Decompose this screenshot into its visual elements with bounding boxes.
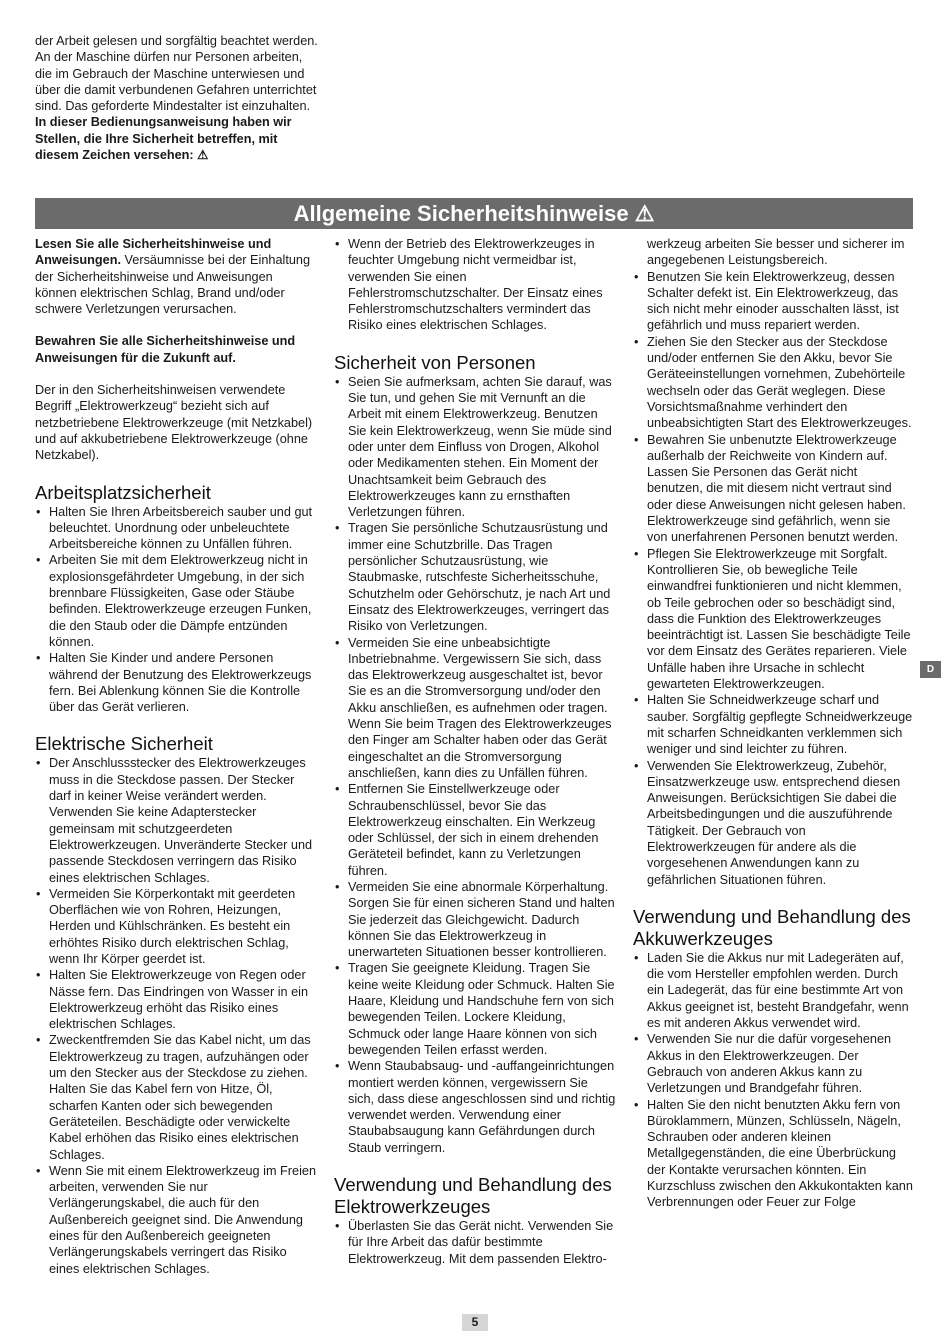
list-item: • Wenn der Betrieb des Elektrowerkzeuges in feuchter Umgebung nicht vermeidbar ist, verwenden Sie einen Fehlerstromschutzschalter. Der Einsatz eines Fehlerstromschutzschalters vermindert das Risiko eines elektrischen Schlages. bbox=[334, 236, 616, 334]
heading-personal-safety: Sicherheit von Personen bbox=[334, 351, 536, 373]
heading-tool-use: Verwendung und Behandlung des Elektrowerkzeuges bbox=[334, 1174, 612, 1218]
intro-warning-note: In dieser Bedienungsanweisung haben wir Stellen, die Ihre Sicherheit betreffen, mit diesem Zeichen versehen: ⚠ bbox=[35, 115, 292, 163]
tool-use-list-continued bbox=[633, 269, 914, 888]
list-item: • Entfernen Sie Einstellwerkzeuge oder Schraubenschlüssel, bevor Sie das Elektrowerkzeug einschalten. Ein Werkzeug oder Schlüssel, der sich in einem drehenden Geräteteil befindet, kann zu Verletzungen führen. bbox=[334, 781, 616, 879]
section-banner: Allgemeine Sicherheitshinweise ⚠ bbox=[35, 198, 913, 229]
language-tab: D bbox=[920, 661, 941, 678]
list-item: • Halten Sie den nicht benutzten Akku fern von Büroklammern, Münzen, Schlüsseln, Nägeln, Schrauben oder anderen kleinen Metallgegenständen, die eine Überbrückung der Kontakte verursachen könnten. Ein Kurzschluss zwischen den Akkukontakten kann Verbrennungen oder Feuer zur Folge bbox=[633, 1097, 914, 1211]
intro-block bbox=[35, 33, 320, 163]
column-2 bbox=[334, 236, 616, 1267]
list-item: • Laden Sie die Akkus nur mit Ladegeräten auf, die vom Hersteller empfohlen werden. Durch ein Ladegerät, das für eine bestimmte Art von Akkus geeignet ist, besteht Brandgefahr, wenn es mit anderen Akkus verwendet wird. bbox=[633, 950, 914, 1031]
list-item: • Ziehen Sie den Stecker aus der Steckdose und/oder entfernen Sie den Akku, bevor Sie Geräteeinstellungen vornehmen, Zubehörteile wechseln oder das Gerät weglegen. Diese Vorsichtsmaßnahme verhindert den unbeabsichtigten Start des Elektrowerkzeuges. bbox=[633, 334, 914, 432]
column-1 bbox=[35, 236, 316, 1277]
battery-list bbox=[633, 950, 914, 1211]
list-item: • Wenn Staubabsaug- und -auffangeinrichtungen montiert werden können, vergewissern Sie sich, dass diese angeschlossen sind und richtig verwendet werden. Verwendung einer Staubabsaugung kann Gefährdungen durch Staub verringern. bbox=[334, 1058, 616, 1156]
list-item: • Verwenden Sie nur die dafür vorgesehenen Akkus in den Elektrowerkzeugen. Der Gebrauch von anderen Akkus kann zu Verletzungen und Brandgefahr führen. bbox=[633, 1031, 914, 1096]
list-item: • Vermeiden Sie Körperkontakt mit geerdeten Oberflächen wie von Rohren, Heizungen, Herden und Kühlschränken. Es besteht ein erhöhtes Risiko durch elektrischen Schlag, wenn Ihr Körper geerdet ist. bbox=[35, 886, 316, 967]
list-item: • Halten Sie Elektrowerkzeuge von Regen oder Nässe fern. Das Eindringen von Wasser in ein Elektrowerkzeug erhöht das Risiko eines elektrischen Schlages. bbox=[35, 967, 316, 1032]
list-item: • Der Anschlussstecker des Elektrowerkzeuges muss in die Steckdose passen. Der Stecker darf in keiner Weise verändert werden. Verwenden Sie keine Adapterstecker gemeinsam mit schutzgeerdeten Elektrowerkzeugen. Unveränderte Stecker und passende Steckdosen verringern das Risiko eines elektrischen Schlages. bbox=[35, 755, 316, 885]
keep-instructions: Bewahren Sie alle Sicherheitshinweise und Anweisungen für die Zukunft auf. bbox=[35, 334, 296, 365]
list-item: • Bewahren Sie unbenutzte Elektrowerkzeuge außerhalb der Reichweite von Kindern auf. Lassen Sie Personen das Gerät nicht benutzen, die mit diesem nicht vertraut sind oder diese Anweisungen nicht gelesen haben. Elektrowerkzeuge sind gefährlich, wenn sie von unerfahrenen Personen benutzt werden. bbox=[633, 432, 914, 546]
heading-battery-tool-use: Verwendung und Behandlung des Akkuwerkzeuges bbox=[633, 905, 911, 949]
list-item: • Seien Sie aufmerksam, achten Sie darauf, was Sie tun, und gehen Sie mit Vernunft an die Arbeit mit einem Elektrowerkzeug. Benutzen Sie kein Elektrowerkzeug, wenn Sie müde sind oder unter dem Einfluss von Drogen, Alkohol oder Medikamenten stehen. Ein Moment der Unachtsamkeit beim Gebrauch des Elektrowerkzeuges kann zu ernsthaften Verletzungen führen. bbox=[334, 374, 616, 521]
lead-rest: Versäumnisse bei der Einhaltung der Sicherheitshinweise und Anweisungen können elektrischen Schlag, Brand und/oder schwere Verletzungen verursachen. bbox=[35, 253, 311, 317]
list-item: • Zweckentfremden Sie das Kabel nicht, um das Elektrowerkzeug zu tragen, aufzuhängen oder um den Stecker aus der Steckdose zu ziehen. Halten Sie das Kabel fern von Hitze, Öl, scharfen Kanten oder sich bewegenden Geräteteilen. Beschädigte oder verwickelte Kabel erhöhen das Risiko eines elektrischen Schlages. bbox=[35, 1032, 316, 1162]
heading-workplace-safety: Arbeitsplatzsicherheit bbox=[35, 481, 211, 503]
list-item: • Halten Sie Schneidwerkzeuge scharf und sauber. Sorgfältig gepflegte Schneidwerkzeuge mit scharfen Schneidkanten verklemmen sich weniger und sind leichter zu führen. bbox=[633, 692, 914, 757]
column-3 bbox=[633, 236, 914, 1211]
intro-text: der Arbeit gelesen und sorgfältig beachtet werden. An der Maschine dürfen nur Personen arbeiten, die im Gebrauch der Maschine unterwiesen und über die damit verbundenen Gefahren unterrichtet sind. Das geforderte Mindestalter ist einzuhalten. bbox=[35, 34, 318, 114]
lead-bold: Lesen Sie alle Sicherheitshinweise und Anweisungen. bbox=[35, 237, 272, 268]
tool-use-list bbox=[334, 1218, 616, 1267]
page-number: 5 bbox=[462, 1314, 488, 1331]
list-item: • Pflegen Sie Elektrowerkzeuge mit Sorgfalt. Kontrollieren Sie, ob bewegliche Teile einwandfrei funktionieren und nicht klemmen, ob Teile gebrochen oder so beschädigt sind, dass die Funktion des Elektrowerkzeuges beeinträchtigt ist. Lassen Sie beschädigte Teile vor dem Einsatz des Gerätes reparieren. Viele Unfälle haben ihre Ursache in schlecht gewarteten Elektrowerkzeugen. bbox=[633, 546, 914, 693]
personal-safety-list bbox=[334, 374, 616, 1156]
list-item: • Halten Sie Kinder und andere Personen während der Benutzung des Elektrowerkzeugs fern. Bei Ablenkung können Sie die Kontrolle über das Gerät verlieren. bbox=[35, 650, 316, 715]
lead-paragraph bbox=[35, 236, 316, 317]
list-item: • Arbeiten Sie mit dem Elektrowerkzeug nicht in explosionsgefährdeter Umgebung, in der sich brennbare Flüssigkeiten, Gase oder Stäube befinden. Elektrowerkzeuge erzeugen Funken, die den Staub oder die Dämpfe entzünden können. bbox=[35, 552, 316, 650]
list-item: • Vermeiden Sie eine abnormale Körperhaltung. Sorgen Sie für einen sicheren Stand und halten Sie jederzeit das Gleichgewicht. Dadurch können Sie das Elektrowerkzeug in unerwarteten Situationen besser kontrollieren. bbox=[334, 879, 616, 960]
list-item: • Halten Sie Ihren Arbeitsbereich sauber und gut beleuchtet. Unordnung oder unbeleuchtete Arbeitsbereiche können zu Unfällen führen. bbox=[35, 504, 316, 553]
heading-electrical-safety: Elektrische Sicherheit bbox=[35, 733, 213, 755]
electrical-list bbox=[35, 755, 316, 1277]
list-item: • Benutzen Sie kein Elektrowerkzeug, dessen Schalter defekt ist. Ein Elektrowerkzeug, das sich nicht mehr einoder ausschalten lässt, ist gefährlich und muss repariert werden. bbox=[633, 269, 914, 334]
tool-use-continued: werkzeug arbeiten Sie besser und sicherer im angegebenen Leistungsbereich. bbox=[647, 237, 905, 268]
term-definition: Der in den Sicherheitshinweisen verwendete Begriff „Elektrowerkzeug“ bezieht sich auf netzbetriebene Elektrowerkzeuge (mit Netzkabel) und auf akkubetriebene Elektrowerkzeuge (ohne Netzkabel). bbox=[35, 383, 313, 463]
list-item: • Verwenden Sie Elektrowerkzeug, Zubehör, Einsatzwerkzeuge usw. entsprechend diesen Anweisungen. Berücksichtigen Sie dabei die Arbeitsbedingungen und die auszuführende Tätigkeit. Der Gebrauch von Elektrowerkzeugen für andere als die vorgesehenen Anwendungen kann zu gefährlichen Situationen führen. bbox=[633, 758, 914, 888]
list-item: • Wenn Sie mit einem Elektrowerkzeug im Freien arbeiten, verwenden Sie nur Verlängerungskabel, die auch für den Außenbereich geeignet sind. Die Anwendung eines für den Außenbereich geeigneten Verlängerungskabels verringert das Risiko eines elektrischen Schlages. bbox=[35, 1163, 316, 1277]
list-item: • Vermeiden Sie eine unbeabsichtigte Inbetriebnahme. Vergewissern Sie sich, dass das Elektrowerkzeug ausgeschaltet ist, bevor Sie es an die Stromversorgung und/oder den Akku anschließen, es aufnehmen oder tragen. Wenn Sie beim Tragen des Elektrowerkzeuges den Finger am Schalter haben oder das Gerät eingeschaltet an die Stromversorgung anschließen, kann dies zu Unfällen führen. bbox=[334, 635, 616, 782]
workplace-list bbox=[35, 504, 316, 716]
list-item: • Überlasten Sie das Gerät nicht. Verwenden Sie für Ihre Arbeit das dafür bestimmte Elektrowerkzeug. Mit dem passenden Elektro- bbox=[334, 1218, 616, 1267]
electrical-list-continued bbox=[334, 236, 616, 334]
list-item: • Tragen Sie persönliche Schutzausrüstung und immer eine Schutzbrille. Das Tragen persönlicher Schutzausrüstung, wie Staubmaske, rutschfeste Sicherheitsschuhe, Schutzhelm oder Gehörschutz, je nach Art und Einsatz des Elektrowerkzeuges, verringert das Risiko von Verletzungen. bbox=[334, 520, 616, 634]
list-item: • Tragen Sie geeignete Kleidung. Tragen Sie keine weite Kleidung oder Schmuck. Halten Sie Haare, Kleidung und Handschuhe fern von sich bewegenden Teilen. Lockere Kleidung, Schmuck oder lange Haare können von sich bewegenden Teilen erfasst werden. bbox=[334, 960, 616, 1058]
